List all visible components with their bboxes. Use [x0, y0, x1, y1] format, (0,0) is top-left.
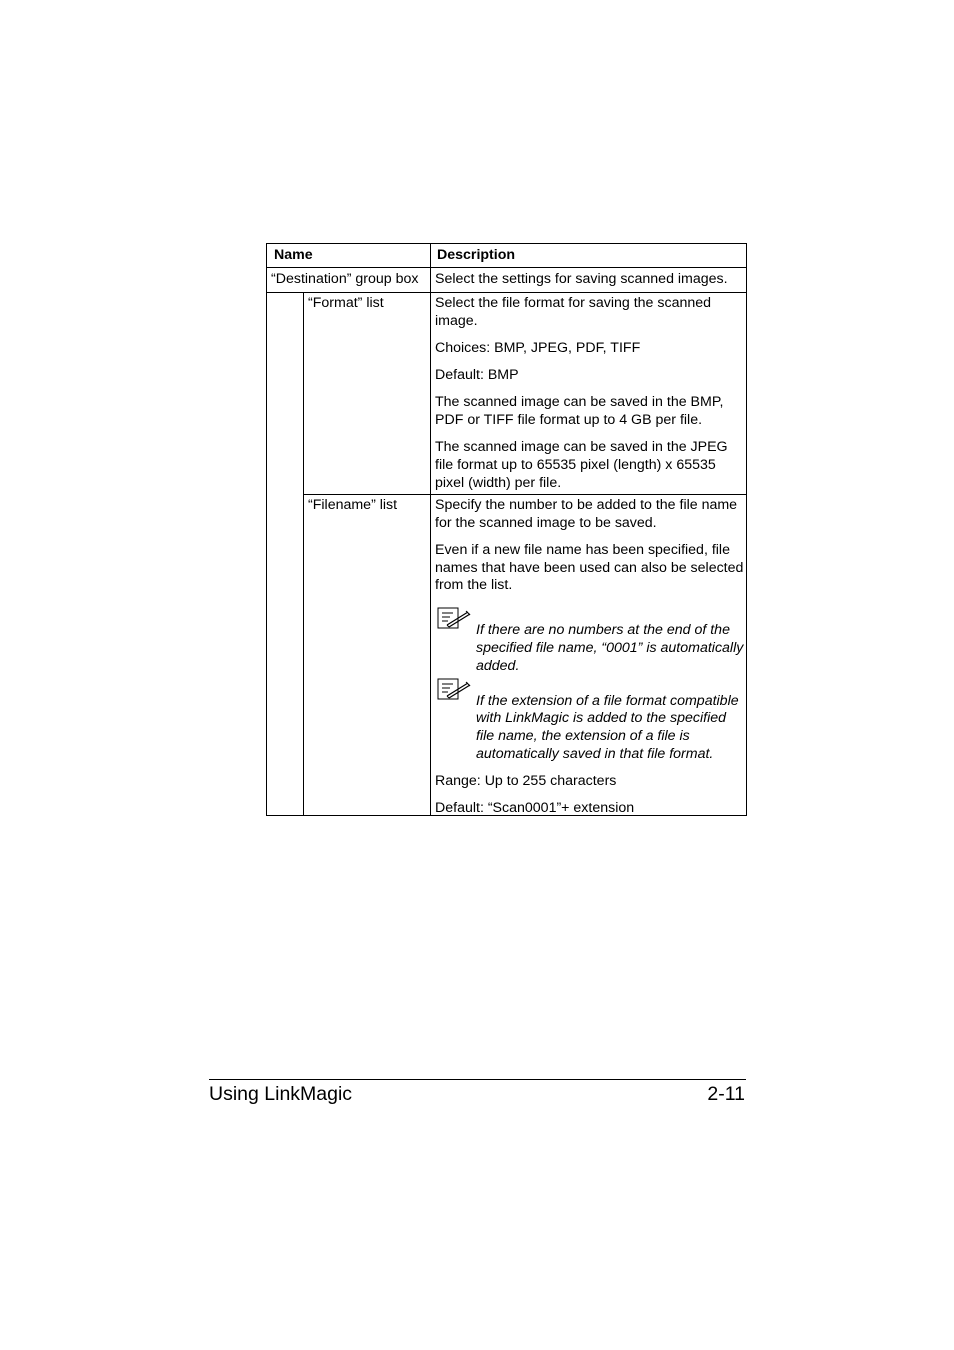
footer-section-title: Using LinkMagic: [209, 1083, 353, 1105]
table-row: [267, 268, 746, 292]
table-header-row: [267, 244, 746, 267]
settings-table: [266, 243, 747, 816]
note-pencil-icon: [437, 678, 471, 700]
format-default: Default: BMP: [435, 366, 519, 383]
format-desc-text: Select the file format for saving the scanned image.: [435, 295, 712, 329]
footer-page-number: 2-11: [707, 1083, 745, 1105]
note-text: If the extension of a file format compatible with LinkMagic is added to the specified file name, the extension of a file is automatically saved in that file format.: [476, 692, 739, 763]
table-row: [267, 293, 746, 494]
header-name: Name: [274, 247, 313, 263]
note-pencil-icon: [437, 607, 471, 629]
footer-divider: [209, 1079, 746, 1080]
note-block: [435, 693, 745, 764]
filename-name: “Filename” list: [308, 497, 398, 513]
format-limit-jpeg: The scanned image can be saved in the JPEG file format up to 65535 pixel (length) x 65535 pixel (width) per file.: [435, 438, 728, 491]
filename-default: Default: “Scan0001”+ extension: [435, 799, 635, 816]
filename-range: Range: Up to 255 characters: [435, 772, 617, 789]
filename-desc-history: Even if a new file name has been specified, file names that have been used can also be selected from the list.: [435, 541, 744, 594]
note-text: If there are no numbers at the end of the specified file name, “0001” is automatically added.: [476, 622, 744, 674]
filename-description: [435, 497, 745, 815]
format-choices: Choices: BMP, JPEG, PDF, TIFF: [435, 339, 641, 356]
format-name: “Format” list: [308, 295, 384, 311]
format-description: [435, 295, 743, 494]
header-description: Description: [437, 247, 516, 263]
destination-name: “Destination” group box: [271, 271, 419, 287]
note-block: [435, 622, 745, 675]
filename-desc-text: Specify the number to be added to the file name for the scanned image to be saved.: [435, 497, 738, 531]
table-row: [267, 495, 746, 815]
format-limit-bmp: The scanned image can be saved in the BMP, PDF or TIFF file format up to 4 GB per file.: [435, 394, 724, 428]
destination-description: Select the settings for saving scanned images.: [435, 271, 728, 287]
